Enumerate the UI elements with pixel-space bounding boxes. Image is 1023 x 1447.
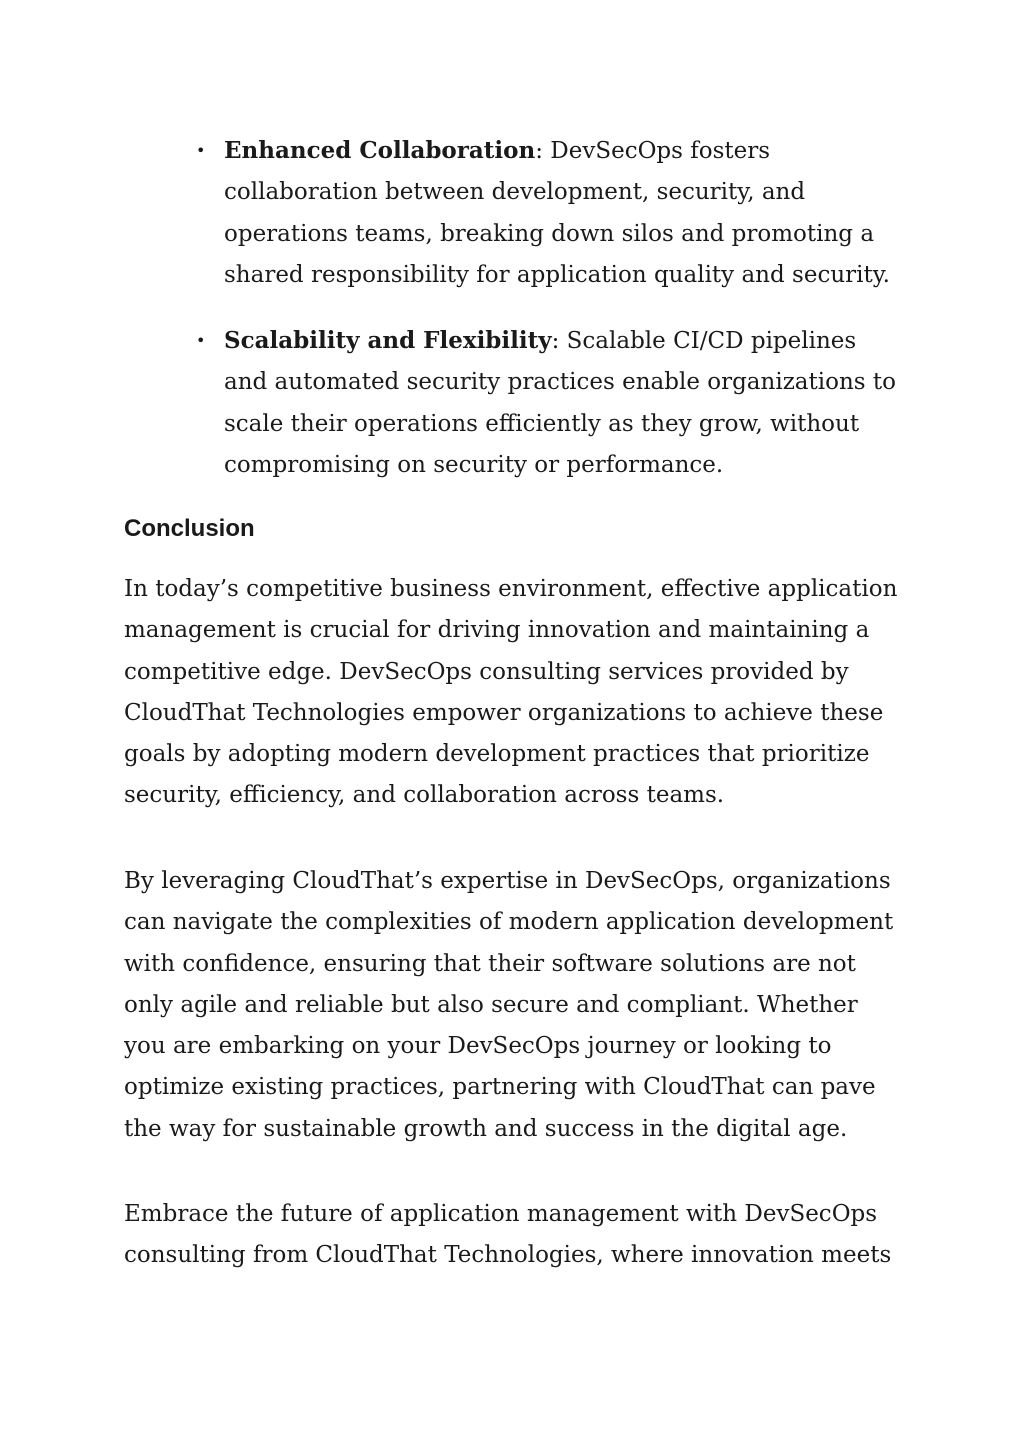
paragraph: By leveraging CloudThat’s expertise in DevSecOps, organizations can navigate the complexities of modern application development with confidence, ensuring that their software solutions are not only agile and reliable but also secure and compliant. Whether you are embarking on your DevSecOps journey or looking to optimize existing practices, partnering with CloudThat can pave the way for sustainable growth and success in the digital age. [124, 868, 894, 1142]
paragraph: Embrace the future of application management with DevSecOps consulting from CloudThat Technologies, where innovation meets [124, 1201, 892, 1269]
bullet-text: DevSecOps fosters collaboration between development, security, and operations teams, breaking down silos and promoting a shared responsibility for application quality and security. [224, 138, 890, 288]
list-item [124, 320, 904, 486]
bullet-icon: • [196, 331, 206, 351]
bullet-separator: : [535, 138, 543, 164]
bullet-icon: • [196, 141, 206, 160]
list-item [124, 130, 904, 296]
paragraph: In today’s competitive business environment, effective application management is crucial for driving innovation and maintaining a competitive edge. DevSecOps consulting services provided by CloudThat Technologies empower organizations to achieve these goals by adopting modern development practices that prioritize security, efficiency, and collaboration across teams. [124, 576, 898, 809]
bullet-separator: : [551, 328, 560, 355]
bullet-term: Enhanced Collaboration [224, 137, 536, 164]
bullet-text: Scalable CI/CD pipelines and automated security practices enable organizations to scale their operations efficiently as they grow, without compromising on security or performance. [224, 328, 896, 479]
benefits-list [124, 130, 904, 510]
bullet-term: Scalability and Flexibility [224, 327, 552, 355]
section-heading-conclusion: Conclusion [124, 515, 255, 542]
